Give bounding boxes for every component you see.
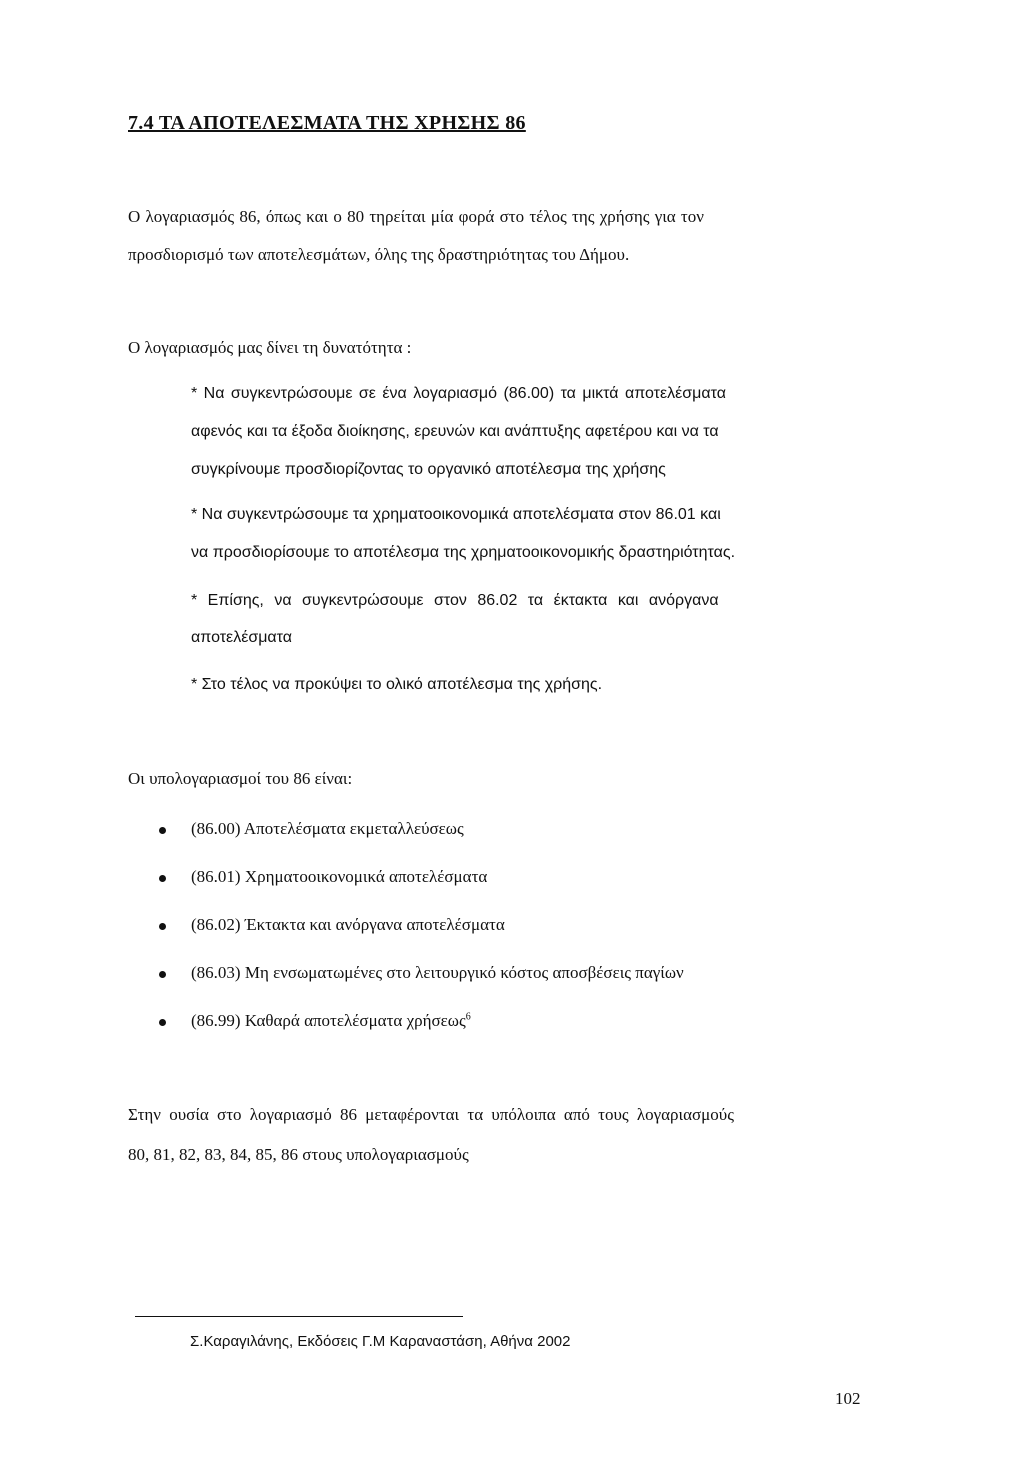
bullet-icon bbox=[159, 971, 166, 978]
bullet-icon bbox=[159, 923, 166, 930]
capability-item-4: * Στο τέλος να προκύψει το ολικό αποτέλεσμα της χρήσης. bbox=[191, 676, 603, 693]
capability-heading: Ο λογαριασμός μας δίνει τη δυνατότητα : bbox=[128, 338, 412, 357]
page-number: 102 bbox=[835, 1389, 861, 1408]
capability-item-3-line-1: * Επίσης, να συγκεντρώσουμε στον 86.02 τα έκτακτα και ανόργανα bbox=[191, 592, 719, 609]
capability-item-1-line-2: αφενός και τα έξοδα διοίκησης, ερευνών και ανάπτυξης αφετέρου και να τα bbox=[191, 423, 719, 440]
footnote-marker: 6 bbox=[465, 1011, 471, 1023]
summary-line-2: 80, 81, 82, 83, 84, 85, 86 στους υπολογαριασμούς bbox=[128, 1145, 469, 1164]
footnote-divider bbox=[135, 1316, 463, 1317]
capability-item-2-line-1: * Να συγκεντρώσουμε τα χρηματοοικονομικά αποτελέσματα στον 86.01 και bbox=[191, 506, 721, 523]
intro-line-1: Ο λογαριασμός 86, όπως και ο 80 τηρείται μία φορά στο τέλος της χρήσης για τον bbox=[128, 207, 704, 226]
intro-line-2: προσδιορισμό των αποτελεσμάτων, όλης της δραστηριότητας του Δήμου. bbox=[128, 245, 630, 264]
capability-item-1-line-3: συγκρίνουμε προσδιορίζοντας το οργανικό αποτέλεσμα της χρήσης bbox=[191, 461, 666, 478]
subaccount-item-86-03: (86.03) Μη ενσωματωμένες στο λειτουργικό κόστος αποσβέσεις παγίων bbox=[191, 963, 684, 982]
bullet-icon bbox=[159, 875, 166, 882]
subaccount-item-86-02: (86.02) Έκτακτα και ανόργανα αποτελέσματα bbox=[191, 915, 505, 934]
subaccounts-heading: Οι υπολογαριασμοί του 86 είναι: bbox=[128, 769, 353, 788]
capability-item-1-line-1: * Να συγκεντρώσουμε σε ένα λογαριασμό (86.00) τα μικτά αποτελέσματα bbox=[191, 385, 726, 402]
bullet-icon bbox=[159, 827, 166, 834]
footnote-text: Σ.Καραγιλάνης, Εκδόσεις Γ.Μ Καραναστάση, Αθήνα 2002 bbox=[190, 1333, 571, 1350]
summary-line-1 bbox=[128, 1104, 871, 1126]
capability-item-2-line-2: να προσδιορίσουμε το αποτέλεσμα της χρηματοοικονομικής δραστηριότητας. bbox=[191, 544, 736, 561]
subaccount-item-86-00: (86.00) Αποτελέσματα εκμεταλλεύσεως bbox=[191, 819, 464, 838]
summary-line-1-text: Στην ουσία στο λογαριασμό 86 μεταφέρονται τα υπόλοιπα από τους λογαριασμούς bbox=[128, 1105, 734, 1124]
section-title: 7.4 ΤΑ ΑΠΟΤΕΛΕΣΜΑΤΑ ΤΗΣ ΧΡΗΣΗΣ 86 bbox=[128, 112, 526, 134]
subaccount-item-86-01: (86.01) Χρηματοοικονομικά αποτελέσματα bbox=[191, 867, 488, 886]
subaccount-item-86-99 bbox=[191, 1010, 471, 1032]
capability-item-3-line-2: αποτελέσματα bbox=[191, 629, 293, 646]
bullet-icon bbox=[159, 1019, 166, 1026]
subaccount-item-86-99-text: (86.99) Καθαρά αποτελέσματα χρήσεως bbox=[191, 1011, 466, 1030]
